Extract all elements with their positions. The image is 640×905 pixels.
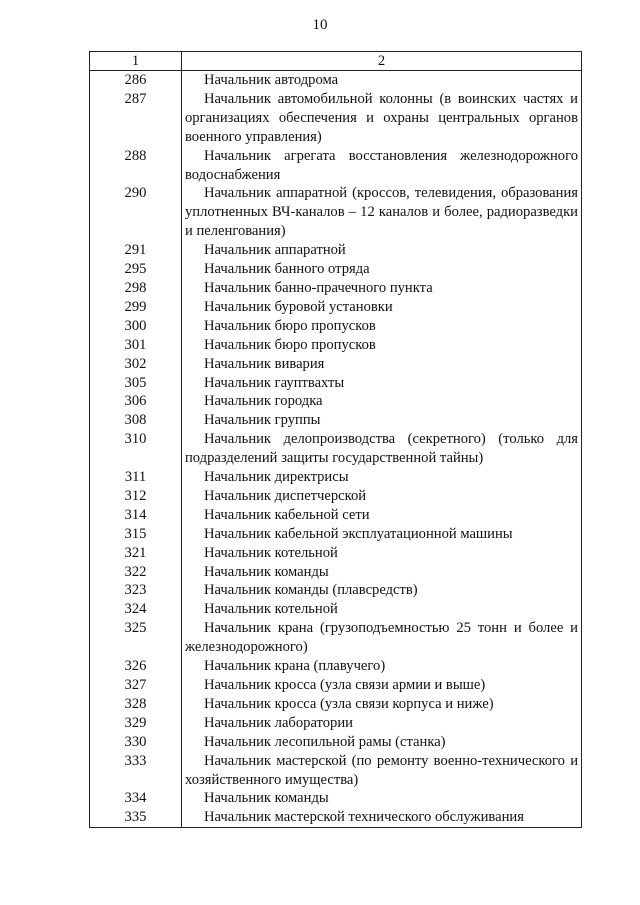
table-row (90, 789, 582, 808)
row-number-cell: 305 (90, 374, 182, 393)
row-number-cell: 302 (90, 355, 182, 374)
table-row (90, 430, 582, 468)
table-row (90, 298, 582, 317)
table-row (90, 581, 582, 600)
row-number-cell: 333 (90, 752, 182, 790)
position-title-cell: Начальник крана (грузоподъемностью 25 тонн и более и железнодорожного) (182, 619, 582, 657)
row-number-cell: 321 (90, 544, 182, 563)
position-title-cell: Начальник буровой установки (182, 298, 582, 317)
row-number-cell: 314 (90, 506, 182, 525)
row-number-cell: 291 (90, 241, 182, 260)
table-row (90, 600, 582, 619)
table-row (90, 184, 582, 241)
row-number-cell: 323 (90, 581, 182, 600)
row-number-cell: 325 (90, 619, 182, 657)
page-number: 10 (312, 17, 328, 33)
position-title-cell: Начальник кабельной сети (182, 506, 582, 525)
row-number-cell: 326 (90, 657, 182, 676)
position-title-cell: Начальник котельной (182, 600, 582, 619)
table-row (90, 411, 582, 430)
row-number-cell: 315 (90, 525, 182, 544)
table-row (90, 147, 582, 185)
position-title-cell: Начальник мастерской (по ремонту военно-технического и хозяйственного имущества) (182, 752, 582, 790)
row-number-cell: 324 (90, 600, 182, 619)
table-row (90, 544, 582, 563)
position-title-cell: Начальник команды (плавсредств) (182, 581, 582, 600)
row-number-cell: 311 (90, 468, 182, 487)
row-number-cell: 288 (90, 147, 182, 185)
position-title-cell: Начальник котельной (182, 544, 582, 563)
table-row (90, 90, 582, 147)
column-header-number: 1 (90, 52, 182, 71)
row-number-cell: 327 (90, 676, 182, 695)
table-row (90, 714, 582, 733)
position-title-cell: Начальник бюро пропусков (182, 317, 582, 336)
table-row (90, 241, 582, 260)
position-title-cell: Начальник автодрома (182, 71, 582, 90)
row-number-cell: 290 (90, 184, 182, 241)
row-number-cell: 329 (90, 714, 182, 733)
table-row (90, 374, 582, 393)
position-title-cell: Начальник кросса (узла связи корпуса и ниже) (182, 695, 582, 714)
position-title-cell: Начальник диспетчерской (182, 487, 582, 506)
table-row (90, 279, 582, 298)
position-title-cell: Начальник автомобильной колонны (в воинских частях и организациях обеспечения и охраны центральных органов военного управления) (182, 90, 582, 147)
row-number-cell: 334 (90, 789, 182, 808)
row-number-cell: 312 (90, 487, 182, 506)
table-row (90, 676, 582, 695)
table-row (90, 619, 582, 657)
row-number-cell: 295 (90, 260, 182, 279)
row-number-cell: 301 (90, 336, 182, 355)
row-number-cell: 308 (90, 411, 182, 430)
position-title-cell: Начальник кросса (узла связи армии и выше) (182, 676, 582, 695)
table-row (90, 487, 582, 506)
row-number-cell: 335 (90, 808, 182, 827)
column-header-position: 2 (182, 52, 582, 71)
table-header-row (90, 52, 582, 71)
table-row (90, 808, 582, 827)
table-row (90, 506, 582, 525)
position-title-cell: Начальник директрисы (182, 468, 582, 487)
position-title-cell: Начальник команды (182, 563, 582, 582)
position-title-cell: Начальник группы (182, 411, 582, 430)
table-row (90, 563, 582, 582)
position-title-cell: Начальник лаборатории (182, 714, 582, 733)
position-title-cell: Начальник банно-прачечного пункта (182, 279, 582, 298)
table-row (90, 657, 582, 676)
position-title-cell: Начальник агрегата восстановления железнодорожного водоснабжения (182, 147, 582, 185)
position-title-cell: Начальник бюро пропусков (182, 336, 582, 355)
table-row (90, 355, 582, 374)
table-row (90, 525, 582, 544)
row-number-cell: 299 (90, 298, 182, 317)
position-title-cell: Начальник гауптвахты (182, 374, 582, 393)
position-title-cell: Начальник команды (182, 789, 582, 808)
position-title-cell: Начальник крана (плавучего) (182, 657, 582, 676)
table-row (90, 468, 582, 487)
table-row (90, 260, 582, 279)
table-row (90, 336, 582, 355)
table-row (90, 752, 582, 790)
row-number-cell: 330 (90, 733, 182, 752)
positions-table (89, 51, 582, 828)
position-title-cell: Начальник лесопильной рамы (станка) (182, 733, 582, 752)
table-row (90, 392, 582, 411)
position-title-cell: Начальник аппаратной (кроссов, телевидения, образования уплотненных ВЧ-каналов – 12 каналов и более, радиоразведки и пеленгования) (182, 184, 582, 241)
row-number-cell: 306 (90, 392, 182, 411)
row-number-cell: 286 (90, 71, 182, 90)
row-number-cell: 300 (90, 317, 182, 336)
table-row (90, 71, 582, 90)
table-row (90, 695, 582, 714)
table-row (90, 733, 582, 752)
position-title-cell: Начальник кабельной эксплуатационной машины (182, 525, 582, 544)
table-row (90, 317, 582, 336)
position-title-cell: Начальник банного отряда (182, 260, 582, 279)
row-number-cell: 328 (90, 695, 182, 714)
position-title-cell: Начальник делопроизводства (секретного) (только для подразделений защиты государственной тайны) (182, 430, 582, 468)
row-number-cell: 298 (90, 279, 182, 298)
row-number-cell: 287 (90, 90, 182, 147)
table-body (90, 71, 582, 828)
position-title-cell: Начальник мастерской технического обслуживания (182, 808, 582, 827)
position-title-cell: Начальник вивария (182, 355, 582, 374)
position-title-cell: Начальник городка (182, 392, 582, 411)
position-title-cell: Начальник аппаратной (182, 241, 582, 260)
row-number-cell: 310 (90, 430, 182, 468)
row-number-cell: 322 (90, 563, 182, 582)
